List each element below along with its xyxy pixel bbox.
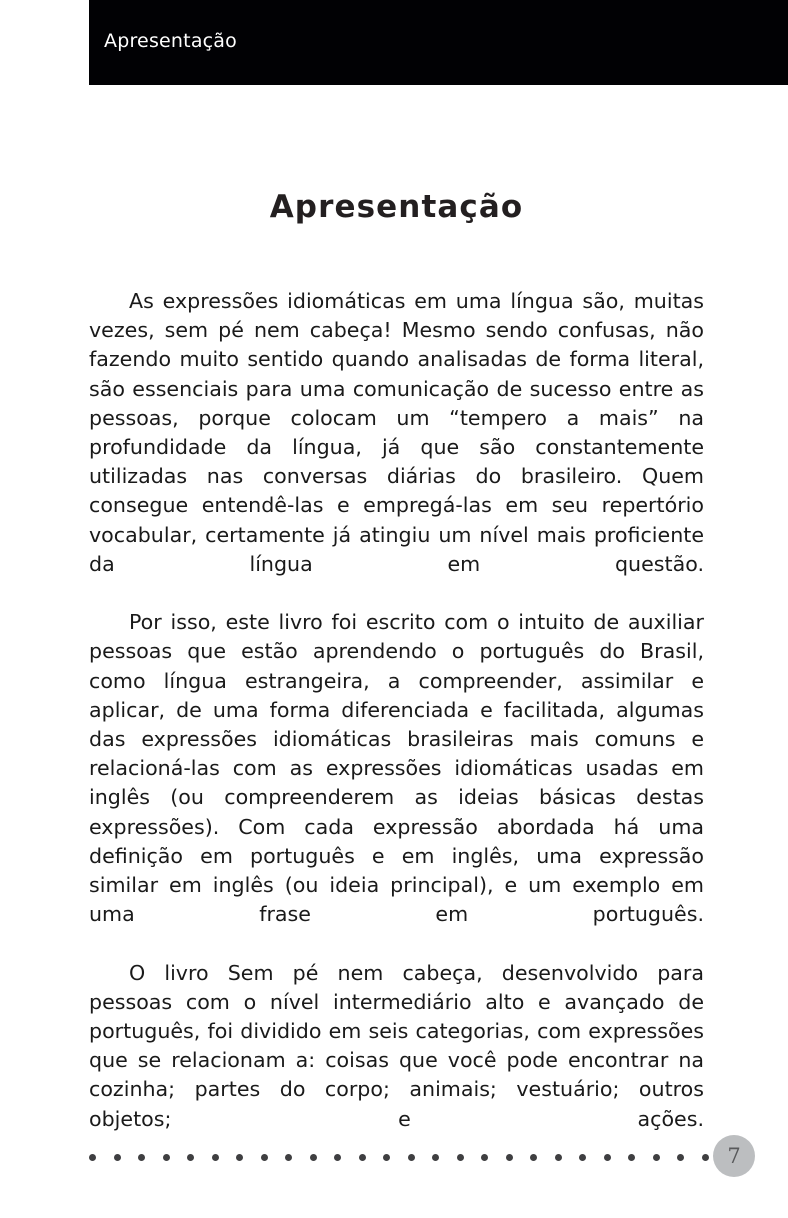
divider-dot [408,1154,415,1161]
divider-dot [653,1154,660,1161]
divider-dot [212,1154,219,1161]
divider-dot [432,1154,439,1161]
divider-dot [530,1154,537,1161]
paragraph: O livro Sem pé nem cabeça, desenvolvido para pessoas com o nível intermediário alto e avançado de português, foi dividido em seis categorias, com expressões que se relacionam a: coisas que você pode encontrar na cozinha; partes do corpo; animais; vestuário; outros objetos; e ações. [89,960,704,1131]
divider-dot [359,1154,366,1161]
page-title: Apresentação [269,189,524,225]
page-number-badge [713,1135,755,1177]
page-body [89,85,704,1163]
running-head-bar [89,0,788,85]
divider-dot [236,1154,243,1161]
divider-dot [334,1154,341,1161]
divider-dot [677,1154,684,1161]
divider-dot [285,1154,292,1161]
divider-dot [579,1154,586,1161]
divider-dot [89,1154,96,1161]
divider-dot [261,1154,268,1161]
divider-dot [506,1154,513,1161]
page-footer [89,1141,749,1187]
divider-dot [310,1154,317,1161]
divider-dot [163,1154,170,1161]
paragraph: Por isso, este livro foi escrito com o intuito de auxiliar pessoas que estão aprendendo o português do Brasil, como língua estrangeira, a compreender, assimilar e aplicar, de uma forma diferenciada e facilitada, algumas das expressões idiomáticas brasileiras mais comuns e relacioná-las com as expressões idiomáticas usadas em inglês (ou compreenderem as ideias básicas destas expressões). Com cada expressão abordada há uma definição em português e em inglês, uma expressão similar em inglês (ou ideia principal), e um exemplo em uma frase em português. [89,610,704,927]
dot-rule-divider [89,1152,709,1162]
divider-dot [187,1154,194,1161]
page-number-label: 7 [727,1143,741,1168]
divider-dot [702,1154,709,1161]
divider-dot [138,1154,145,1161]
divider-dot [604,1154,611,1161]
divider-dot [114,1154,121,1161]
divider-dot [555,1154,562,1161]
body-text-block [89,225,704,1163]
divider-dot [457,1154,464,1161]
divider-dot [628,1154,635,1161]
running-head-label: Apresentação [104,30,237,52]
divider-dot [481,1154,488,1161]
divider-dot [383,1154,390,1161]
paragraph: As expressões idiomáticas em uma língua são, muitas vezes, sem pé nem cabeça! Mesmo sendo confusas, não fazendo muito sentido quando analisadas de forma literal, são essenciais para uma comunicação de sucesso entre as pessoas, porque colocam um “tempero a mais” na profundidade da língua, já que são constantemente utilizadas nas conversas diárias do brasileiro. Quem consegue entendê-las e empregá-las em seu repertório vocabular, certamente já atingiu um nível mais proficiente da língua em questão. [89,289,704,576]
